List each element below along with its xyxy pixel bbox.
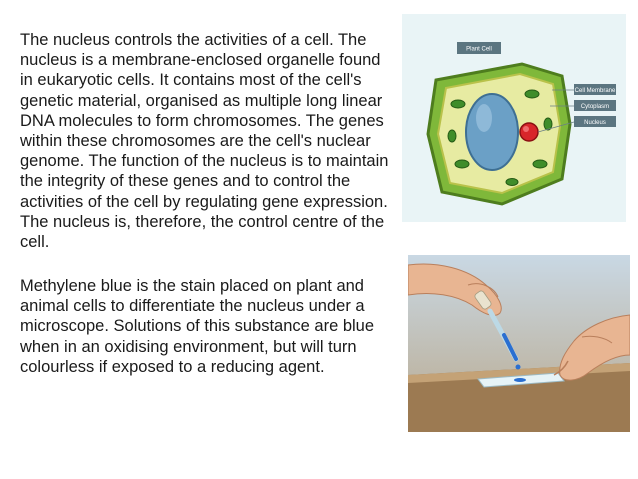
nucleus-paragraph-text: The nucleus controls the activities of a cell. The nucleus is a membrane-enclosed organelle found in eukaryotic cells. It contains most of the cell's genetic material, organised as multiple long linear DNA molecules to form chromosomes. The genes within these chromosomes are the cell's nuclear genome. The function of the nucleus is to maintain the integrity of these genes and to control the activities of the cell by regulating gene expression. The nucleus is, therefore, the control centre of the cell. — [20, 31, 389, 252]
vacuole — [466, 94, 518, 170]
staining-illustration — [408, 255, 630, 432]
label-cell-membrane: Cell Membrane — [574, 87, 616, 94]
methylene-blue-paragraph — [20, 276, 392, 377]
stain-drop-on-slide — [514, 378, 526, 382]
nucleus — [520, 123, 538, 141]
falling-drop — [516, 365, 521, 370]
label-nucleus: Nucleus — [584, 119, 606, 126]
nucleus-paragraph — [20, 30, 392, 252]
methylene-blue-paragraph-text: Methylene blue is the stain placed on plant and animal cells to differentiate the nucleus under a microscope. Solutions of this substance are blue when in an oxidising environment, but will turn colourless if exposed to a reducing agent. — [20, 277, 375, 376]
diagram-title: Plant Cell — [466, 46, 492, 53]
label-cytoplasm: Cytoplasm — [580, 103, 610, 110]
plant-cell-diagram — [402, 14, 626, 222]
dropper-hand-illustration — [408, 255, 630, 432]
plant-cell-illustration — [402, 14, 626, 222]
